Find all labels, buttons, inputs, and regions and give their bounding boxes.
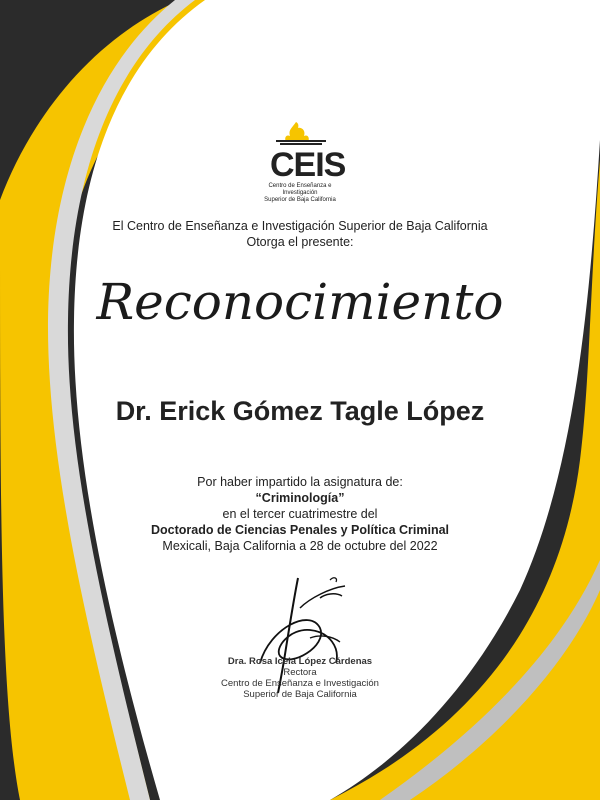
certificate-title: Reconocimiento (96, 273, 504, 331)
body-line-3: en el tercer cuatrimestre del (222, 507, 378, 521)
signatory-org-line-1: Centro de Enseñanza e Investigación (221, 678, 379, 689)
intro-line-1: El Centro de Enseñanza e Investigación Superior de Baja California (112, 219, 488, 233)
flame-icon (285, 122, 309, 142)
intro-line-2: Otorga el presente: (246, 235, 354, 249)
place-date: Mexicali, Baja California a 28 de octubre del 2022 (162, 539, 438, 553)
program-name: Doctorado de Ciencias Penales y Política Criminal (150, 523, 450, 537)
signatory-name: Dra. Rosa Icela López Cárdenas (227, 656, 373, 667)
logo-wordmark: CEIS (270, 146, 346, 184)
recipient-name: Dr. Erick Gómez Tagle López (115, 396, 485, 426)
subject-name: “Criminología” (255, 491, 345, 505)
signatory-role: Rectora (283, 667, 317, 678)
body-line-1: Por haber impartido la asignatura de: (197, 475, 403, 489)
signatory-org-line-2: Superior de Baja California (243, 689, 357, 700)
logo-subtitle: Centro de Enseñanza e Investigación Superior de Baja California (264, 183, 336, 203)
